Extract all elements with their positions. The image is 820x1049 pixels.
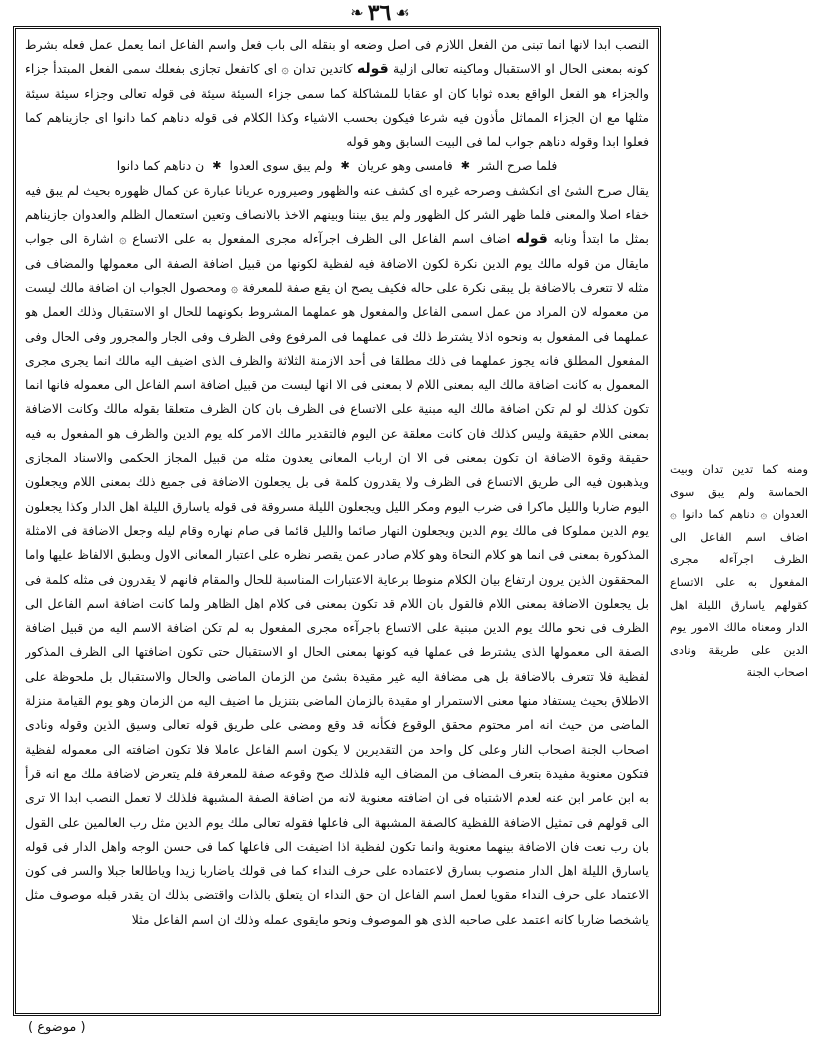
margin-note-text: ومنه كما تدين تدان وبيت الحماسة ولم يبق سوى العدوان ۞ دناهم كما دانوا ۞ اضاف اسم الفاعل الى الظرف اجرآءله مجرى المفعول به على الاتساع كقولهم ياسارق الليلة اهل الدار ومعناه مالك الامور يوم الدين على طريقة ونادى اصحاب الجنة bbox=[670, 462, 808, 680]
verse-part-4: ن دناهم كما دانوا bbox=[116, 158, 205, 174]
footer-note: ( موضوع ) bbox=[28, 1020, 86, 1035]
verse-part-1: فلما صرح الشر bbox=[477, 158, 558, 174]
paragraph-1 bbox=[25, 33, 649, 154]
page-number: ٣٦ bbox=[367, 0, 392, 26]
left-ornament-icon: ❧ bbox=[350, 3, 364, 22]
keyword-qawluh-2: قوله bbox=[516, 231, 548, 248]
paragraph-2 bbox=[25, 179, 649, 932]
verse-part-2: فامسى وهو عريان bbox=[357, 158, 453, 174]
page-header bbox=[0, 0, 760, 26]
main-text-body bbox=[25, 33, 649, 1013]
paragraph-2-text: يقال صرح الشئ اى انكشف وصرحه غيره اى كشف عنه والظهور وصيروره عريانا عبارة عن كمال ظهوره بحيث لم يبق فيه خفاء اصلا والمعنى فلما ظهر الشر كل الظهور ولم يبق بيننا وبينهم الاخذ بالانصاف وتعين استعمال الظلم والعدوان جازيناهم بمثل ما ابتدأ ونابه bbox=[25, 182, 649, 247]
paragraph-2-continuation: اضاف اسم الفاعل الى الظرف اجرآءله مجرى المفعول به على الاتساع ۞ اشارة الى جواب مايقال من قوله مالك يوم الدين نكرة لكون الاضافة فيه لفظية لكونها من قبيل اضافة الصفة الى معمولها والمضاف فى مثله لا تتعرف بالاضافة بل يبقى نكرة على حاله فكيف يصح ان يقع صفة للمعرفة ۞ ومحصول الجواب ان اضافة مالك ليست من معموله لان المراد من عمل اسمى الفاعل والمفعول هو عملهما المشروط بكونهما للحال او الاستقبال وذلك العمل هو عملهما فى المفعول به ونحوه اذلا يشترط ذلك فى عملهما فى المرفوع وفى الظرف وفى الجار والمجرور وفى الحال وفى المفعول المطلق فانه يجوز عملهما فى ذلك مطلقا فى أحد الازمنة الثلاثة والظرف الذى اضيف اليه مالك انما يجرى مجرى المعمول به كانت اضافة مالك اليه بمعنى اللام لا بمعنى فى الا انها ليست من قبيل اضافة اسم الفاعل الى معموله فانها انما تكون كذلك لو لم تكن اضافة مالك اليه مبنية على الاتساع فى الظرف بان كان الظرف متعلقا بقوله مالك وكانت الاضافة بمعنى اللام حقيقة وليس كذلك فان كانت معلقة عن اليوم فالتقدير مالك الامر كله يوم الدين والظرف هو المفعول به فيه حقيقة وقوة الاضافة ان تكون بمعنى فى الا ان ارباب المعانى يعدون مثله من قبيل المجاز الحكمى والاسناد المجازى ويذهبون فيه الى طريق الاتساع فى الظرف ولا يقدرون كلمة فى بل يجعلون الاضافة فى جميع ذلك بمعنى اللام ويجعلون اليوم ضاربا والليل ماكرا فى ضرب اليوم ومكر الليل ويجعلون الليلة مسروقة فى قوله ياسارق الليلة اهل الدار وكذا يجعلون يوم الدين مملوكا فى مالك يوم الدين ويجعلون النهار صائما والليل قائما فى صام نهاره وقام ليله وجعل الاضافة فى الامثلة المذكورة بمعنى فى انما هو كلام النحاة وهو كلام صادر عمن يقصر نظره على اعتبار المعانى الاول وبطبق الالفاظ عليها واما المحققون الذين يرون ارتفاع بيان الكلام منوطا برعاية الاعتبارات المناسبة للحال والمقام فانهم لا يقدرون فى مثله كلمة فى بل يجعلون الاضافة بمعنى اللام فالقول بان اللام قد تكون بمعنى فى كلام اهل الظاهر ولما كانت اضافة اسم الفاعل الى الظرف فى نحو مالك يوم الدين مبنية على الاتساع باجرآءه مجرى المفعول به لم تكن اضافة الاسم اليه من قبيل اضافة الصفة الى معمولها الذى يشترط فى عملها فيه كونها بمعنى الحال او الاستقبال حتى تكون اضافتها الى الظرف المذكور لفظية فلا تتعرف بالاضافة بل هى مضافة اليه غير مقيدة بشئ من الزمان الماضى والحال والاستقبال بل ملحوظة على الاطلاق بحيث يستفاد منها معنى الاستمرار او مقيدة بالزمان الماضى بتنزيل ما اضيف اليه من الزمان وهو يوم القيامة منزلة الماضى من حيث انه امر محتوم محقق الوقوع فكأنه قد وقع ومضى على طريق قوله تعالى وسيق الذين وقوله ونادى اصحاب الجنة اصحاب النار وعلى كل واحد من التقديرين لا يكون اسم الفاعل عاملا فلا تكون اضافته الى معموله لفظية فتكون معنوية مفيدة بتعرف المضاف من المضاف اليه فلذلك صح وقوعه صفة للمعرفة فلم يتعرض لاضافة ملك مع انه قرأ به ابن عامر ابن عنه لعدم الاشتباه فى ان اضافته معنوية لانه من اضافة الصفة المشبهة فلذلك لا تعمل النصب ابدا الا ترى الى قولهم فى تمثيل الاضافة اللفظية كالصفة المشبهة الى فاعلها فقوله تعالى ملك يوم الدين مثل رب العالمين على القول بان رب نعت فان الاضافة بينهما معنوية وانما تكون لفظية اذا اضيفت الى فاعلها كما فى حسن الوجه واهل الدار فى قوله ياسارق الليلة اهل الدار منصوب بسارق لاعتماده على حرف النداء كما فى قولك ياضاربا زيدا وياطالعا جبلا والسر فى كون الاعتماد على حرف النداء مقويا لعمل اسم الفاعل ان حق النداء ان يتعلق بالذات واقتضى بذلك ان يقدر قبله موصوف مثل ياشخصا ضاربا كانه اعتمد على صاحبه الذى هو الموصوف ونحو مايقوى عمله وذلك ان اسم الفاعل مثلا bbox=[25, 231, 649, 927]
verse-line bbox=[25, 154, 649, 178]
paragraph-1-text: النصب ابدا لانها انما تبنى من الفعل اللازم فى اصل وضعه او بنقله الى باب فعل واسم الفاعل انما يعمل عمل فعله بشرط كونه بمعنى الحال او الاستقبال وماكينه تعالى ازلية bbox=[25, 37, 649, 77]
verse-star-icon: ✱ bbox=[340, 159, 350, 173]
margin-note bbox=[670, 458, 808, 684]
verse-star-icon: ✱ bbox=[212, 159, 222, 173]
verse-star-icon: ✱ bbox=[460, 159, 470, 173]
right-ornament-icon: ☙ bbox=[395, 3, 410, 22]
verse-part-3: ولم يبق سوى العدوا bbox=[229, 158, 333, 174]
keyword-qawluh-1: قوله bbox=[356, 61, 389, 78]
paragraph-1-continuation: كاتدين تدان ۞ اى كاتفعل تجازى بفعلك سمى الفعل المبتدأ جزاء والجزاء هو الفعل الواقع بعده ثوابا كان او عقابا للمشاكلة كما سمى جزاء السيئة سيئة فى قوله تعالى وجزاء سيئة سيئة مثلها مع ان الجزاء المماثل مأذون فيه شرعا فيكون بحسب الاشياء وكذا الكلام فى قوله دناهم كما دانوا اى جازيناهم كما فعلوا ابدا وقوله دناهم جواب لما فى البيت السابق وهو قوله bbox=[25, 61, 649, 150]
main-text-frame bbox=[13, 26, 661, 1016]
